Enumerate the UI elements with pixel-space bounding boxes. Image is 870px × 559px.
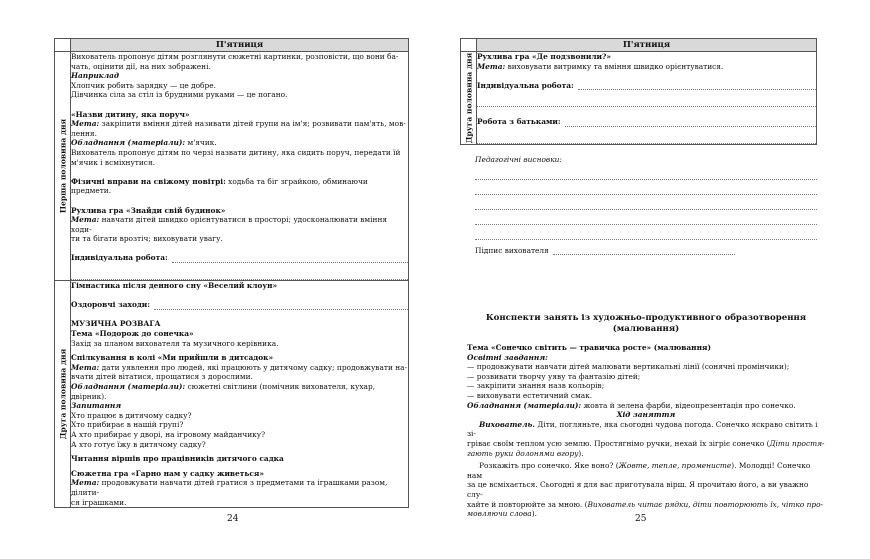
signature-label: Підпис вихователя	[475, 245, 549, 255]
individual-work-label: Індивідуальна робота:	[71, 253, 168, 263]
fill-line[interactable]	[475, 195, 817, 210]
day-header: П'ятниця	[477, 39, 817, 52]
afternoon-section: Рухлива гра «Де подзвонили?» Мета: виховувати витримку та вміння швидко орієнтуватися. Індивідуальна робота: Робота з батьками:	[477, 52, 817, 145]
task-item: — виховувати естетичний смак.	[467, 390, 593, 400]
tasks-label: Освітні завдання:	[467, 352, 548, 362]
conclusions-label: Педагогічні висновки:	[475, 155, 562, 164]
task-item: — закріпити знання назв кольорів;	[467, 381, 605, 391]
right-page	[435, 0, 870, 559]
fill-line[interactable]	[475, 165, 817, 180]
fill-line[interactable]	[71, 263, 408, 280]
fill-line[interactable]	[578, 82, 816, 90]
task-item: — продовжувати навчати дітей малювати вертикальні лінії (сонячні промінчики);	[467, 362, 790, 372]
page-number: 25	[635, 514, 647, 524]
game-title: «Назви дитину, яка поруч»	[71, 109, 190, 119]
fill-line[interactable]	[477, 127, 816, 144]
section-subtitle: (малювання)	[612, 324, 680, 334]
fill-line[interactable]	[477, 90, 816, 107]
paragraph: Розкажіть про сонечко. Яке воно? (Жовте, тепле, променисте). Молодці! Сонечко нам за це всміхається. Сьогодні я для вас приготувала вірш. Я прочитаю його, а ви уважно слу- хайте й повторюйте за мною. (Вихователь читає рядки, діти повторюють їх, чітко про- мовляючи слова).	[467, 461, 824, 519]
afternoon-section: Гімнастика після денного сну «Веселий клоун» Оздоровчі заходи: МУЗИЧНА РОЗВАГА Тема «Подорож до сонечка» Захід за планом вихователя та музичного керівника. Спілкування в колі «Ми прийшли в дитсадок» Мета: дати уявлення про людей, які працюють у дитячому садку; продовжувати на- вчати дітей вітатися, прощатися з дорослими. Обладнання (матеріали): сюжетні світлини (помічник вихователя, кухар, двірник). Запитання Хто працює в дитячому садку? Хто прибирає в нашій групі? А хто прибирає у дворі, на ігровому майданчику? А хто готує їжу в дитячому садку? Читання віршів про працівників дитячого садка Сюжетна гра «Гарно нам у садку живеться» Мета: продовжувати навчати дітей гратися з предметами та іграшками разом, ділити- ся іграшками.	[71, 281, 408, 507]
fill-line[interactable]	[154, 302, 408, 310]
afternoon-side-label: Друга половина дня	[55, 281, 71, 508]
day-header: П'ятниця	[71, 39, 409, 52]
conclusions-block	[475, 155, 817, 255]
task-item: — розвивати творчу уяву та фантазію дітей;	[467, 371, 641, 381]
morning-side-label: Перша половина дня	[55, 52, 71, 281]
fill-line[interactable]	[475, 225, 817, 240]
fill-line[interactable]	[475, 210, 817, 225]
game-title: Рухлива гра «Знайди свій будинок»	[71, 205, 226, 215]
parents-work-label: Робота з батьками:	[477, 116, 561, 126]
lesson-notes: Конспекти занять із художньо-продуктивного образотворення (малювання) Тема «Сонечко світить — травичка росте» (малювання) Освітні завдання: — продовжувати навчати дітей малювати вертикальні лінії (сонячні промінчики); — розвивати творчу уяву та фантазію дітей; — закріпити знання назв кольорів; — виховувати естетичний смак. Обладнання (матеріали): жовта й зелена фарби, відеопрезентація про сонечко. Хід заняття Вихователь. Діти, погляньте, яка сьогодні чудова погода. Сонечко яскраво світить і зі- гріває своїм теплом усю землю. Простягнімо ручки, нехай їх зігріє сонечко (Діти простя- гають руки долонями вгору). Розкажіть про сонечко. Яке воно? (Жовте, тепле, променисте). Молодці! Сонечко нам за це всміхається. Сьогодні я для вас приготувала вірш. Я прочитаю його, а ви уважно слу- хайте й повторюйте за мною. (Вихователь читає рядки, діти повторюють їх, чітко про- мовляючи слова).	[467, 313, 825, 519]
paragraph: Вихователь. Діти, погляньте, яка сьогодні чудова погода. Сонечко яскраво світить і зі- гріває своїм теплом усю землю. Простягнімо ручки, нехай їх зігріє сонечко (Діти простя- гають руки долонями вгору).	[467, 419, 825, 458]
signature-line[interactable]	[553, 247, 735, 255]
right-plan-table	[460, 38, 817, 145]
morning-section: Вихователь пропонує дітям розглянути сюжетні картинки, розповісти, що вони ба- чать, оцінити дії, на них зображені. Наприклад Хлопчик робить зарядку — це добре. Дівчинка сіла за стіл із брудними руками — це погано. «Назви дитину, яка поруч» Мета: закріпити вміння дітей називати дітей групи на ім'я; розвивати пам'ять, мов- лення. Обладнання (матеріали): м'ячик. Вихователь пропонує дітям по черзі назвати дитину, яка сидить поруч, передати їй м'ячик і всміхнутися. Фізичні вправи на свіжому повітрі: ходьба та біг зграйкою, обминаючи предмети. Рухлива гра «Знайди свій будинок» Мета: навчати дітей швидко орієнтуватися в просторі; удосконалювати вміння ходи- ти та бігати врозтіч; виховувати увагу. Індивідуальна робота:	[71, 52, 409, 281]
fill-line[interactable]	[172, 255, 408, 263]
afternoon-side-label: Друга половина дня	[461, 52, 477, 145]
section-title: Конспекти занять із художньо-продуктивного образотворення	[485, 313, 807, 323]
fill-line[interactable]	[565, 119, 816, 127]
lesson-course-title: Хід заняття	[616, 410, 676, 420]
fill-line[interactable]	[475, 180, 817, 195]
left-plan-table	[54, 38, 409, 508]
individual-work-label: Індивідуальна робота:	[477, 80, 574, 90]
page-number: 24	[227, 514, 239, 524]
lesson-topic: Тема «Сонечко світить — травичка росте» (малювання)	[467, 343, 711, 352]
